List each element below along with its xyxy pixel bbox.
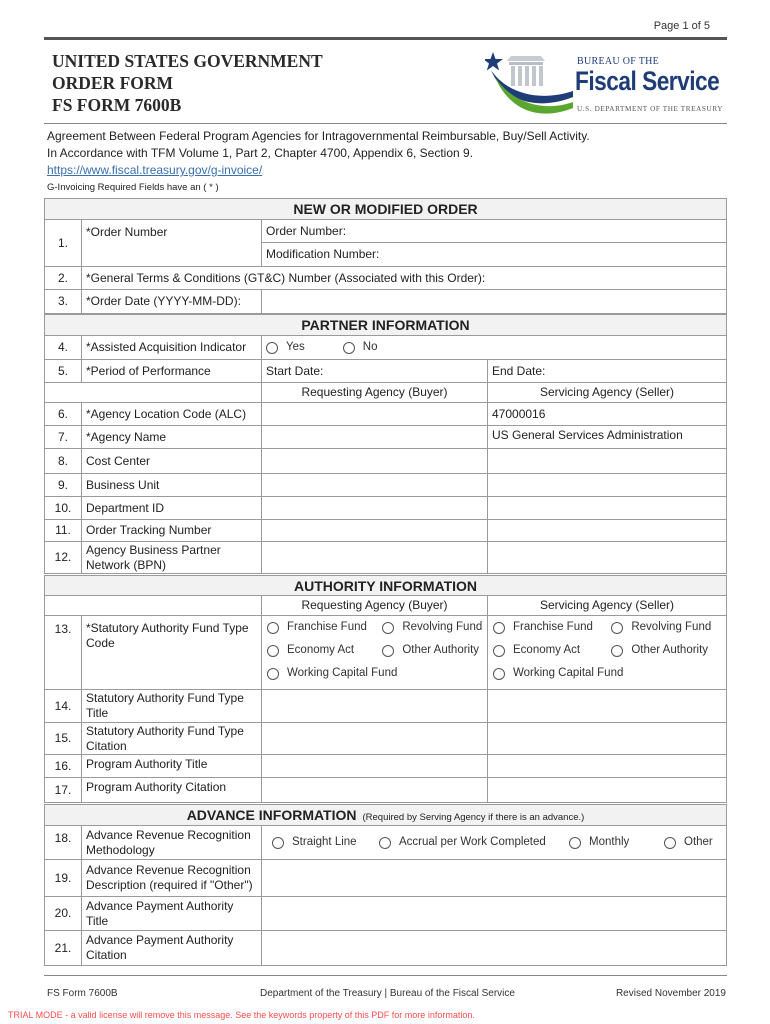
row-advance-payment-citation [44, 931, 727, 966]
row-program-authority-title [44, 755, 727, 778]
seller-program-title-field[interactable] [488, 755, 726, 777]
row-number: 3. [45, 290, 82, 313]
buyer-agency-name-field[interactable] [262, 426, 488, 448]
buyer-fund-type-title-field[interactable] [262, 690, 488, 722]
seller-franchise-label: Franchise Fund [513, 621, 593, 633]
gtc-number-field[interactable]: *General Terms & Conditions (GT&C) Number (Associated with this Order): [86, 270, 486, 285]
treasury-building-icon [485, 44, 575, 120]
row-number: 11. [45, 520, 82, 541]
advance-payment-citation-field[interactable] [262, 931, 726, 965]
field-label: *Period of Performance [82, 360, 262, 382]
row-number: 8. [45, 449, 82, 473]
logo-name-text: Fiscal Service [575, 66, 720, 96]
radio-circle-icon [382, 622, 394, 634]
seller-economy-label: Economy Act [513, 644, 581, 656]
section-advance-title: ADVANCE INFORMATION [186, 807, 357, 823]
radio-yes[interactable] [266, 340, 305, 355]
seller-order-tracking-field[interactable] [488, 520, 726, 541]
order-number-field[interactable]: Order Number: [262, 220, 726, 243]
buyer-department-id-field[interactable] [262, 497, 488, 519]
row-agency-name [44, 426, 727, 449]
seller-alc-field[interactable]: 47000016 [492, 406, 546, 421]
field-label: Program Authority Citation [82, 778, 262, 802]
buyer-revolving-label: Revolving Fund [402, 621, 483, 633]
radio-circle-icon [569, 837, 581, 849]
buyer-economy-label: Economy Act [287, 644, 355, 656]
row-bpn [44, 542, 727, 574]
radio-circle-icon [493, 622, 505, 634]
row-fund-type-title [44, 690, 727, 723]
buyer-bpn-field[interactable] [262, 542, 488, 573]
seller-header: Servicing Agency (Seller) [539, 598, 675, 612]
section-partner: PARTNER INFORMATION [44, 314, 727, 336]
radio-circle-icon [493, 645, 505, 657]
radio-yes-label: Yes [286, 341, 305, 353]
field-label: *Order Number [82, 220, 262, 266]
row-number: 2. [45, 267, 82, 289]
page-number: Page 1 of 5 [653, 20, 710, 32]
field-label: Department ID [82, 497, 262, 519]
radio-circle-icon [611, 622, 623, 634]
row-number: 10. [45, 497, 82, 519]
row-number: 7. [45, 426, 82, 448]
footer-rule [44, 975, 727, 976]
radio-circle-icon [611, 645, 623, 657]
seller-radio-revolving[interactable] [611, 620, 711, 635]
field-label: *Statutory Authority Fund Type Code [82, 616, 262, 689]
radio-circle-icon [664, 837, 676, 849]
buyer-program-title-field[interactable] [262, 755, 488, 777]
buyer-header: Requesting Agency (Buyer) [262, 383, 488, 402]
row-business-unit [44, 474, 727, 497]
row-number: 13. [45, 616, 82, 689]
radio-no[interactable] [343, 340, 378, 355]
field-label: Order Tracking Number [82, 520, 262, 541]
row-number: 19. [45, 860, 82, 896]
intro-line-1: Agreement Between Federal Program Agencies for Intragovernmental Reimbursable, Buy/Sell Activity. [47, 129, 590, 143]
row-program-authority-citation [44, 778, 727, 803]
field-label: Business Unit [82, 474, 262, 496]
row-number: 1. [45, 220, 82, 266]
other-label: Other [684, 836, 713, 848]
seller-fund-type-options [488, 616, 726, 689]
seller-business-unit-field[interactable] [488, 474, 726, 496]
row-number: 15. [45, 723, 82, 754]
section-new-order: NEW OR MODIFIED ORDER [44, 198, 727, 220]
row-advance-payment-title [44, 897, 727, 931]
monthly-label: Monthly [589, 836, 630, 848]
seller-radio-working[interactable] [493, 666, 623, 681]
radio-circle-icon [267, 668, 279, 680]
row-period-of-performance [44, 360, 727, 383]
field-label: Cost Center [82, 449, 262, 473]
row-number: 12. [45, 542, 82, 573]
buyer-franchise-label: Franchise Fund [287, 621, 367, 633]
row-fund-type-citation [44, 723, 727, 755]
row-number: 21. [45, 931, 82, 965]
footer-department: Department of the Treasury | Bureau of the Fiscal Service [260, 988, 515, 999]
seller-bpn-field[interactable] [488, 542, 726, 573]
g-invoice-link[interactable]: https://www.fiscal.treasury.gov/g-invoice/ [47, 163, 263, 177]
radio-other[interactable] [664, 835, 713, 850]
radio-circle-icon [267, 622, 279, 634]
row-number: 6. [45, 403, 82, 425]
seller-radio-economy[interactable] [493, 643, 608, 658]
buyer-order-tracking-field[interactable] [262, 520, 488, 541]
title-line-1: UNITED STATES GOVERNMENT [52, 51, 323, 71]
field-label: Advance Revenue Recognition Description (required if "Other") [82, 860, 262, 896]
radio-no-label: No [362, 341, 378, 353]
radio-circle-icon [379, 837, 391, 849]
radio-circle-icon [266, 342, 278, 354]
radio-circle-icon [343, 342, 355, 354]
row-partner-headers [44, 383, 727, 403]
row-number: 17. [45, 778, 82, 802]
order-date-field[interactable] [262, 290, 726, 313]
buyer-alc-field[interactable] [262, 403, 488, 425]
field-label: Statutory Authority Fund Type Citation [82, 723, 262, 754]
field-label: *Agency Name [82, 426, 262, 448]
buyer-cost-center-field[interactable] [262, 449, 488, 473]
fiscal-service-logo [485, 44, 725, 120]
seller-department-id-field[interactable] [488, 497, 726, 519]
seller-fund-type-citation-field[interactable] [488, 723, 726, 754]
field-label: *Assisted Acquisition Indicator [82, 336, 262, 359]
section-advance-note: (Required by Serving Agency if there is an advance.) [362, 812, 585, 823]
radio-monthly[interactable] [569, 835, 664, 850]
assisted-acquisition-options [262, 336, 726, 359]
advance-methodology-options [262, 826, 726, 859]
row-number: 5. [45, 360, 82, 382]
row-number: 4. [45, 336, 82, 359]
header-rule [44, 123, 727, 124]
seller-cost-center-field[interactable] [488, 449, 726, 473]
radio-accrual[interactable] [379, 835, 569, 850]
footer-form-id: FS Form 7600B [47, 988, 118, 999]
field-label: Advance Payment Authority Citation [82, 931, 262, 965]
row-number: 14. [45, 690, 82, 722]
start-date-field[interactable]: Start Date: [262, 360, 488, 382]
section-authority: AUTHORITY INFORMATION [44, 575, 727, 596]
row-gtc-number [44, 267, 727, 290]
row-order-number [44, 220, 727, 267]
field-label: Agency Business Partner Network (BPN) [82, 542, 262, 573]
blank-header [45, 596, 262, 615]
radio-circle-icon [493, 668, 505, 680]
seller-fund-type-title-field[interactable] [488, 690, 726, 722]
row-alc [44, 403, 727, 426]
field-label: *Order Date (YYYY-MM-DD): [82, 290, 262, 313]
logo-bureau-text: BUREAU OF THE [577, 56, 660, 67]
row-number: 9. [45, 474, 82, 496]
field-label: Advance Payment Authority Title [82, 897, 262, 930]
field-label: Program Authority Title [82, 755, 262, 777]
seller-radio-franchise[interactable] [493, 620, 608, 635]
row-department-id [44, 497, 727, 520]
row-number: 18. [45, 826, 82, 859]
radio-circle-icon [382, 645, 394, 657]
section-advance [44, 804, 727, 826]
row-advance-methodology [44, 826, 727, 860]
top-rule [44, 37, 727, 40]
accrual-label: Accrual per Work Completed [399, 836, 546, 848]
buyer-radio-economy[interactable] [267, 643, 379, 658]
row-fund-type-code [44, 616, 727, 690]
end-date-field[interactable]: End Date: [492, 363, 546, 378]
blank-header [45, 383, 262, 402]
title-line-3: FS FORM 7600B [52, 95, 182, 115]
buyer-program-citation-field[interactable] [262, 778, 488, 802]
row-number: 20. [45, 897, 82, 930]
required-note: G-Invoicing Required Fields have an ( * ) [47, 182, 219, 193]
buyer-other-label: Other Authority [402, 644, 480, 656]
modification-number-field[interactable]: Modification Number: [266, 247, 380, 261]
seller-agency-name-field[interactable]: US General Services Administration [492, 428, 683, 442]
straight-line-label: Straight Line [292, 836, 357, 848]
field-label: Statutory Authority Fund Type Title [82, 690, 262, 722]
footer-revised: Revised November 2019 [615, 988, 726, 999]
buyer-working-label: Working Capital Fund [287, 667, 398, 679]
buyer-header: Requesting Agency (Buyer) [262, 596, 488, 615]
title-line-2: ORDER FORM [52, 73, 174, 93]
row-advance-description [44, 860, 727, 897]
row-number: 16. [45, 755, 82, 777]
buyer-radio-working[interactable] [267, 666, 397, 681]
row-order-tracking [44, 520, 727, 542]
intro-line-2: In Accordance with TFM Volume 1, Part 2, Chapter 4700, Appendix 6, Section 9. [47, 146, 474, 160]
seller-other-label: Other Authority [631, 644, 709, 656]
seller-program-citation-field[interactable] [488, 778, 726, 802]
seller-revolving-label: Revolving Fund [631, 621, 712, 633]
buyer-business-unit-field[interactable] [262, 474, 488, 496]
radio-straight-line[interactable] [272, 835, 379, 850]
advance-description-field[interactable] [262, 860, 726, 896]
form-title [52, 50, 323, 116]
seller-radio-other[interactable] [611, 643, 708, 658]
trial-mode-notice: TRIAL MODE - a valid license will remove this message. See the keywords property of this PDF for more information. [8, 1010, 475, 1020]
logo-dept-text: U.S. DEPARTMENT OF THE TREASURY [577, 105, 724, 113]
radio-circle-icon [272, 837, 284, 849]
buyer-fund-type-citation-field[interactable] [262, 723, 488, 754]
seller-working-label: Working Capital Fund [513, 667, 624, 679]
buyer-fund-type-options [262, 616, 488, 689]
row-authority-headers [44, 596, 727, 616]
field-label: Advance Revenue Recognition Methodology [82, 826, 262, 859]
intro-text [47, 128, 590, 179]
radio-circle-icon [267, 645, 279, 657]
row-order-date [44, 290, 727, 314]
row-assisted-acquisition [44, 336, 727, 360]
advance-payment-title-field[interactable] [262, 897, 726, 930]
buyer-radio-revolving[interactable] [382, 620, 482, 635]
buyer-radio-franchise[interactable] [267, 620, 379, 635]
field-label: *Agency Location Code (ALC) [82, 403, 262, 425]
seller-header: Servicing Agency (Seller) [539, 385, 675, 399]
buyer-radio-other[interactable] [382, 643, 479, 658]
row-cost-center [44, 449, 727, 474]
